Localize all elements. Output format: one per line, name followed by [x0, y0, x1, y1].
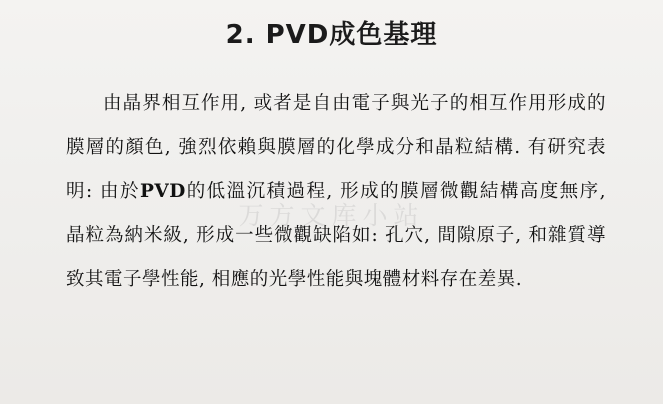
watermark-text: 万方文库小站 [238, 201, 425, 230]
paragraph-run: 的低溫沉積過程, 形成的膜層微觀結構高度無序, 晶粒為納米級, 形成一些微觀缺陷如: 孔穴, 間隙原子, 和雜質導致其電子學性能, 相應的光學性能與塊體材料存在差異. [66, 181, 606, 290]
paragraph-run: 由晶界相互作用, 或者是自由電子與光子的相互作用形成的膜層的顏色, 強烈依賴與膜層的化學成分和晶粒結構. 有研究表明: 由於 [66, 93, 606, 202]
page-title-number: 2. [225, 20, 256, 50]
body-paragraph [66, 82, 606, 302]
paragraph-run: PVD [139, 181, 186, 202]
page-title-label: PVD成色基理 [265, 20, 438, 50]
page-title [0, 14, 663, 51]
